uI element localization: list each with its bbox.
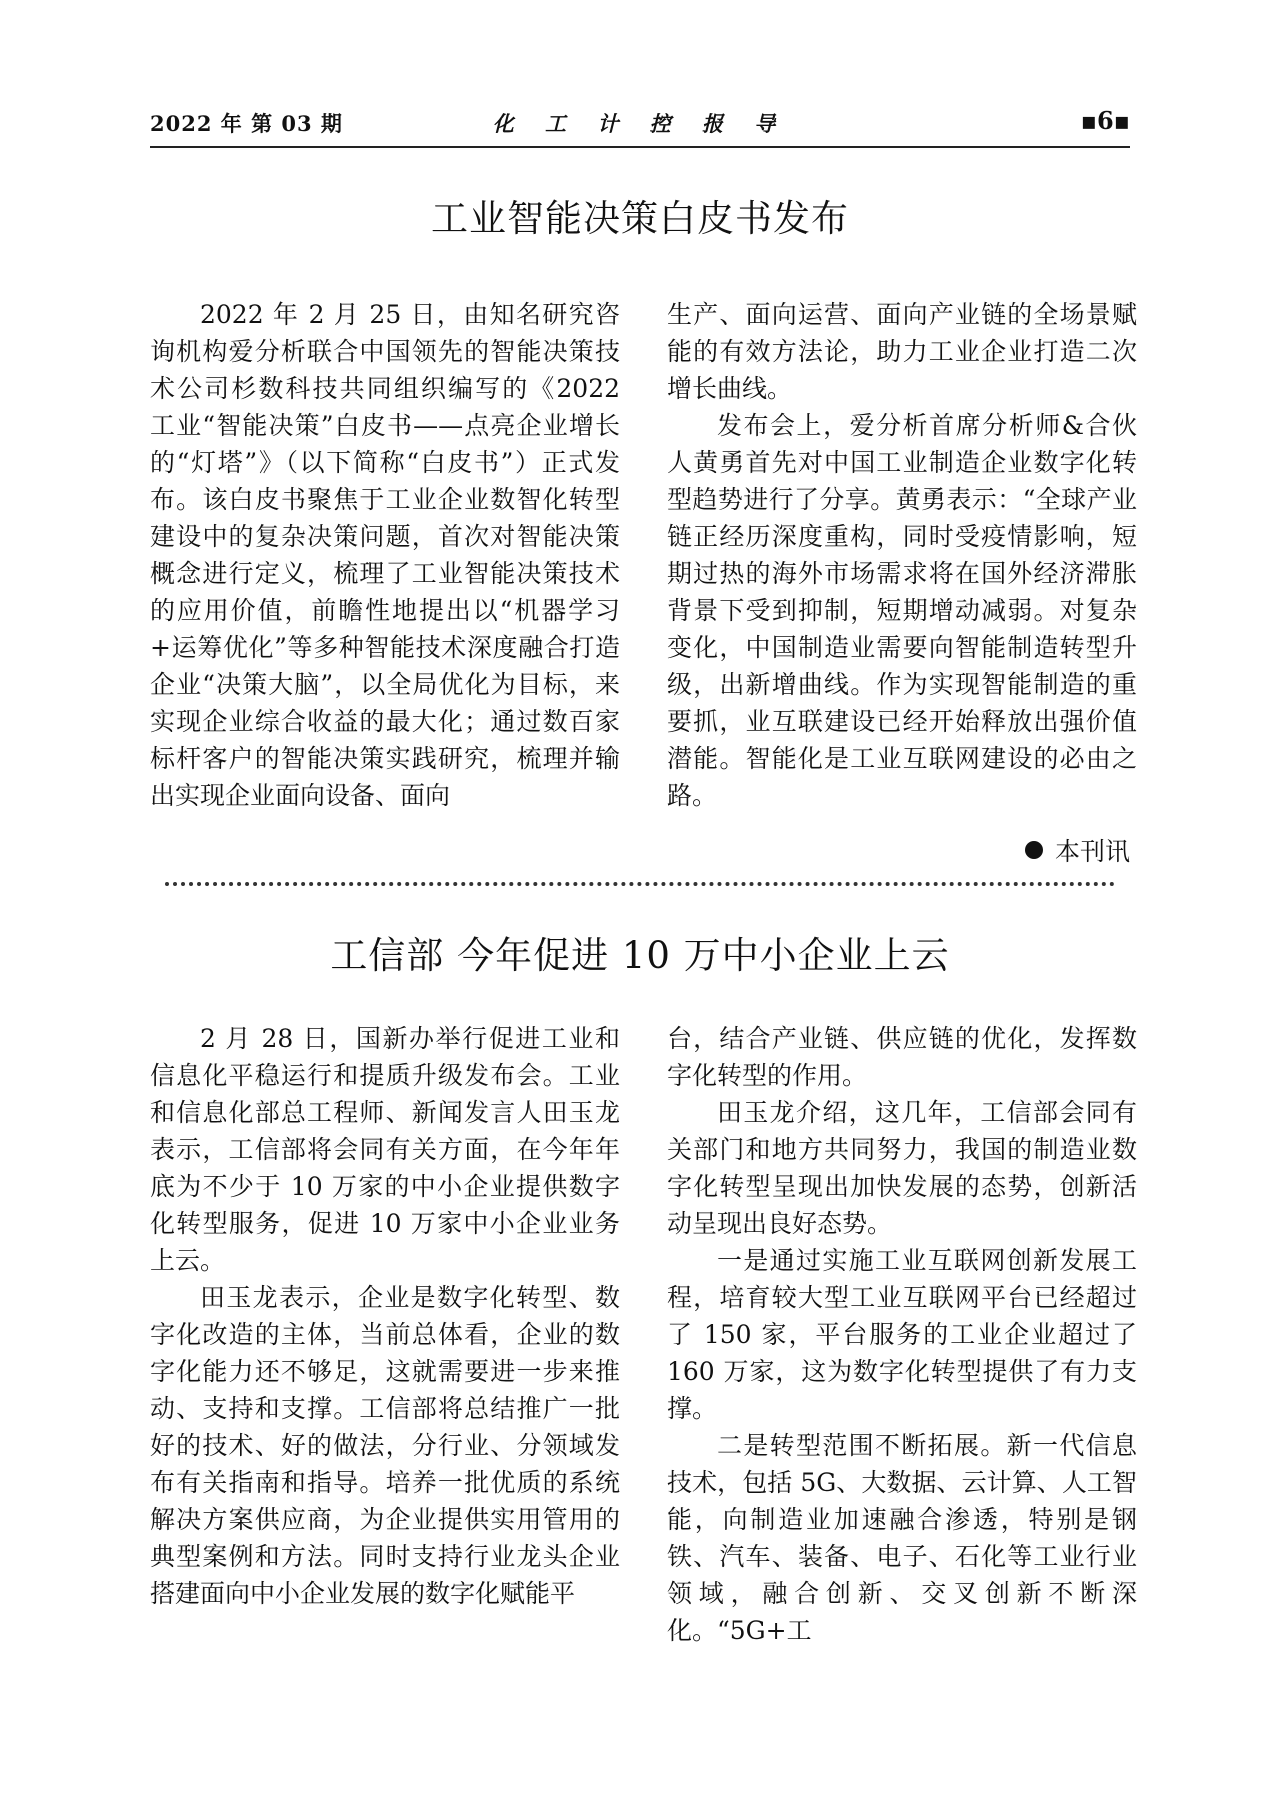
article1-left-column [150,296,620,814]
article1-right-column [667,296,1137,814]
article2-right-column [667,1020,1137,1649]
article1-byline [1025,832,1130,868]
header-rule [150,146,1130,148]
article1-paragraph: 2022 年 2 月 25 日，由知名研究咨询机构爱分析联合中国领先的智能决策技术公司杉数科技共同组织编写的《2022 工业“智能决策”白皮书——点亮企业增长的“灯塔”》（以下简称“白皮书”）正式发布。该白皮书聚焦于工业企业数智化转型建设中的复杂决策问题，首次对智能决策概念进行定义，梳理了工业智能决策技术的应用价值，前瞻性地提出以“机器学习+运筹优化”等多种智能技术深度融合打造企业“决策大脑”，以全局优化为目标，来实现企业综合收益的最大化；通过数百家标杆客户的智能决策实践研究，梳理并输出实现企业面向设备、面向 [150,300,620,810]
article2-paragraph: 田玉龙介绍，这几年，工信部会同有关部门和地方共同努力，我国的制造业数字化转型呈现出加快发展的态势，创新活动呈现出良好态势。 [667,1098,1137,1238]
byline-text: 本刊讯 [1054,837,1130,866]
article2-paragraph: 一是通过实施工业互联网创新发展工程，培育较大型工业互联网平台已经超过了 150 家，平台服务的工业企业超过了 160 万家，这为数字化转型提供了有力支撑。 [667,1246,1137,1423]
page-number: ▪6▪ [1080,106,1130,135]
journal-name: 化 工 计 控 报 导 [492,111,788,136]
article1-continuation: 生产、面向运营、面向产业链的全场景赋能的有效方法论，助力工业企业打造二次增长曲线。 [667,300,1137,403]
article2-title: 工信部 今年促进 10 万中小企业上云 [330,934,950,977]
article2-paragraph: 田玉龙表示，企业是数字化转型、数字化改造的主体，当前总体看，企业的数字化能力还不够足，这就需要进一步来推动、支持和支撑。工信部将总结推广一批好的技术、好的做法，分行业、分领域发布有关指南和指导。培养一批优质的系统解决方案供应商，为企业提供实用管用的典型案例和方法。同时支持行业龙头企业搭建面向中小企业发展的数字化赋能平 [150,1283,620,1608]
article2-paragraph: 二是转型范围不断拓展。新一代信息技术，包括 5G、大数据、云计算、人工智能，向制造业加速融合渗透，特别是钢铁、汽车、装备、电子、石化等工业行业领域，融合创新、交叉创新不断深化。“5G+工 [667,1431,1137,1645]
page-header [150,102,1130,140]
issue-label: 2022 年 第 03 期 [150,111,343,136]
article2-continuation: 台，结合产业链、供应链的优化，发挥数字化转型的作用。 [667,1024,1137,1090]
article1-paragraph: 发布会上，爱分析首席分析师&合伙人黄勇首先对中国工业制造企业数字化转型趋势进行了分享。黄勇表示：“全球产业链正经历深度重构，同时受疫情影响，短期过热的海外市场需求将在国外经济滞胀背景下受到抑制，短期增动减弱。对复杂变化，中国制造业需要向智能制造转型升级，出新增曲线。作为实现智能制造的重要抓，业互联建设已经开始释放出强价值潜能。智能化是工业互联网建设的必由之路。 [667,411,1137,810]
article1-title: 工业智能决策白皮书发布 [431,197,849,240]
article2-paragraph: 2 月 28 日，国新办举行促进工业和信息化平稳运行和提质升级发布会。工业和信息化部总工程师、新闻发言人田玉龙表示，工信部将会同有关方面，在今年年底为不少于 10 万家的中小企业提供数字化转型服务，促进 10 万家中小企业业务上云。 [150,1024,620,1275]
article2-left-column [150,1020,620,1612]
bullet-icon [1025,841,1043,859]
article-separator [165,882,1115,886]
